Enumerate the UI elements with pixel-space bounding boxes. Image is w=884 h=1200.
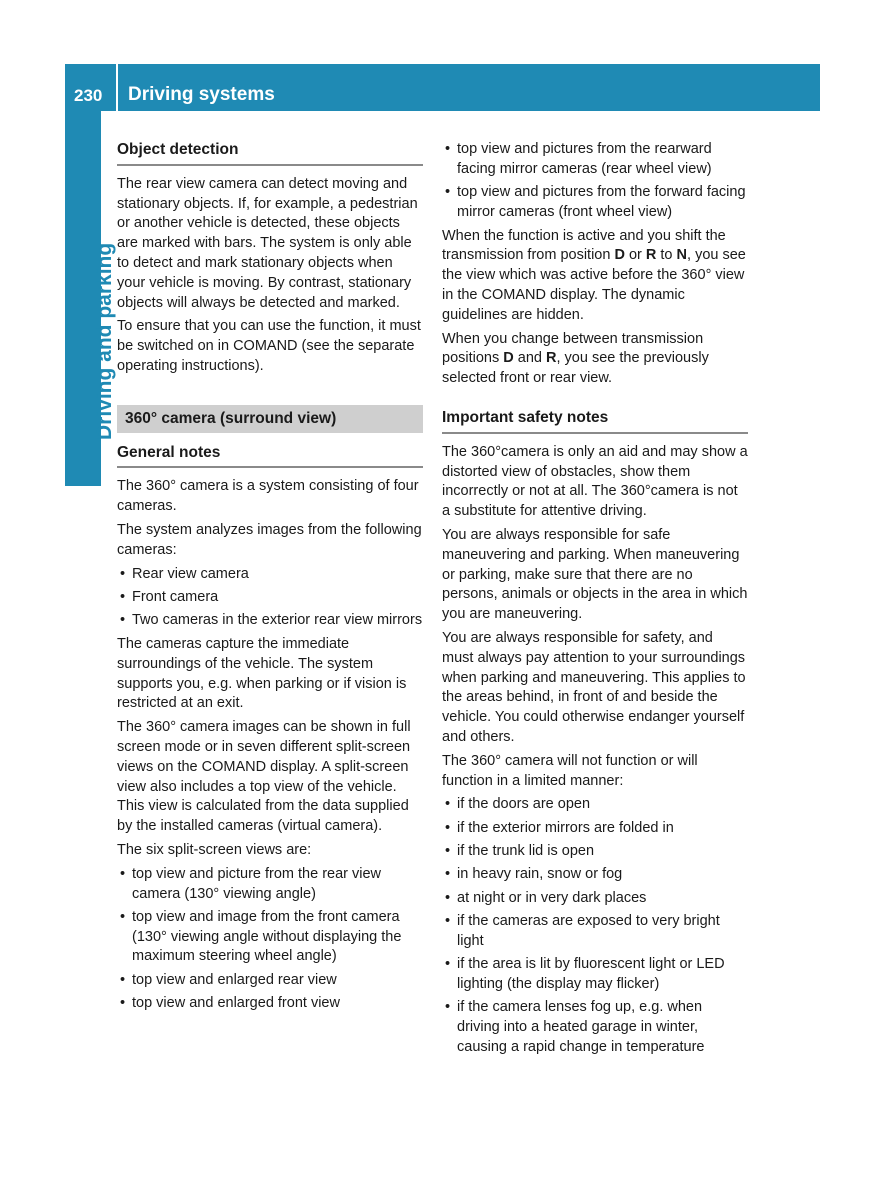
- paragraph: The 360° camera images can be shown in full screen mode or in seven different split-screen views on the COMAND display. A split-screen view also includes a top view of the vehicle. This view is calculated from the data supplied by the installed cameras (virtual camera).: [117, 719, 411, 835]
- paragraph: The 360° camera is a system consisting of four cameras.: [117, 478, 419, 515]
- split-view-list: [117, 865, 423, 1014]
- list-item: • top view and pictures from the forward facing mirror cameras (front wheel view): [442, 183, 748, 223]
- paragraph: When the function is active and you shift the transmission from position D or R to N, you see the view which was active before the 360° view in the COMAND display. The dynamic guidelines are hidden.: [442, 227, 746, 323]
- paragraph: The 360°camera is only an aid and may show a distorted view of obstacles, show them incorrectly or not at all. The 360°camera is not a substitute for attentive driving.: [442, 443, 748, 520]
- object-detection-heading: Object detection: [117, 140, 423, 166]
- camera-list: [117, 565, 423, 631]
- list-item: • top view and picture from the rear view camera (130° viewing angle): [117, 865, 423, 905]
- list-item: • if the trunk lid is open: [442, 842, 748, 862]
- paragraph: The six split-screen views are:: [117, 841, 312, 858]
- general-notes-heading: General notes: [117, 443, 423, 469]
- list-item: • Front camera: [117, 588, 423, 608]
- list-item: • Rear view camera: [117, 565, 423, 585]
- list-item: • top view and enlarged rear view: [117, 971, 423, 991]
- side-tab-label: Driving and parking: [93, 242, 116, 440]
- paragraph: When you change between transmission positions D and R, you see the previously selected front or rear view.: [442, 330, 709, 387]
- list-item: • if the doors are open: [442, 795, 748, 815]
- paragraph: The system analyzes images from the following cameras:: [117, 521, 422, 558]
- header-divider: [116, 64, 118, 111]
- limitation-list: [442, 795, 748, 1057]
- list-item: • top view and image from the front camera (130° viewing angle without displaying the maximum steering wheel angle): [117, 908, 423, 967]
- right-column: [442, 140, 748, 1061]
- page-header: [65, 64, 820, 111]
- page-number: 230: [74, 86, 103, 105]
- list-item: • if the exterior mirrors are folded in: [442, 819, 748, 839]
- list-item: • in heavy rain, snow or fog: [442, 865, 748, 885]
- paragraph: The rear view camera can detect moving and stationary objects. If, for example, a pedestrian or another vehicle is detected, these objects are marked with bars. The system is only able to detect and mark stationary objects when your vehicle is moving. By contrast, stationary objects will always be detected and marked.: [117, 175, 418, 311]
- safety-notes-heading: Important safety notes: [442, 408, 748, 434]
- paragraph: You are always responsible for safety, and must always pay attention to your surroundings when parking and maneuvering. This applies to the areas behind, in front of and beside the vehicle. You could otherwise endanger yourself and others.: [442, 630, 746, 746]
- paragraph: The cameras capture the immediate surroundings of the vehicle. The system supports you, e.g. when parking or if vision is restricted at an exit.: [117, 635, 407, 712]
- list-item: • top view and enlarged front view: [117, 994, 423, 1014]
- paragraph: The 360° camera will not function or will function in a limited manner:: [442, 752, 698, 789]
- list-item: • if the cameras are exposed to very bright light: [442, 912, 748, 952]
- list-item: • Two cameras in the exterior rear view mirrors: [117, 611, 423, 631]
- chapter-title: Driving systems: [128, 84, 275, 105]
- list-item: • if the area is lit by fluorescent light or LED lighting (the display may flicker): [442, 955, 748, 995]
- left-column: [117, 140, 423, 1018]
- split-view-list-continued: [442, 140, 748, 223]
- paragraph: To ensure that you can use the function, it must be switched on in COMAND (see the separate operating instructions).: [117, 318, 421, 374]
- list-item: • top view and pictures from the rearward facing mirror cameras (rear wheel view): [442, 140, 748, 180]
- section-title: 360° camera (surround view): [117, 405, 423, 433]
- list-item: • if the camera lenses fog up, e.g. when driving into a heated garage in winter, causing a rapid change in temperature: [442, 998, 748, 1057]
- list-item: • at night or in very dark places: [442, 889, 748, 909]
- paragraph: You are always responsible for safe maneuvering and parking. When maneuvering or parking, make sure that there are no persons, animals or objects in the area in which you are maneuvering.: [442, 527, 748, 623]
